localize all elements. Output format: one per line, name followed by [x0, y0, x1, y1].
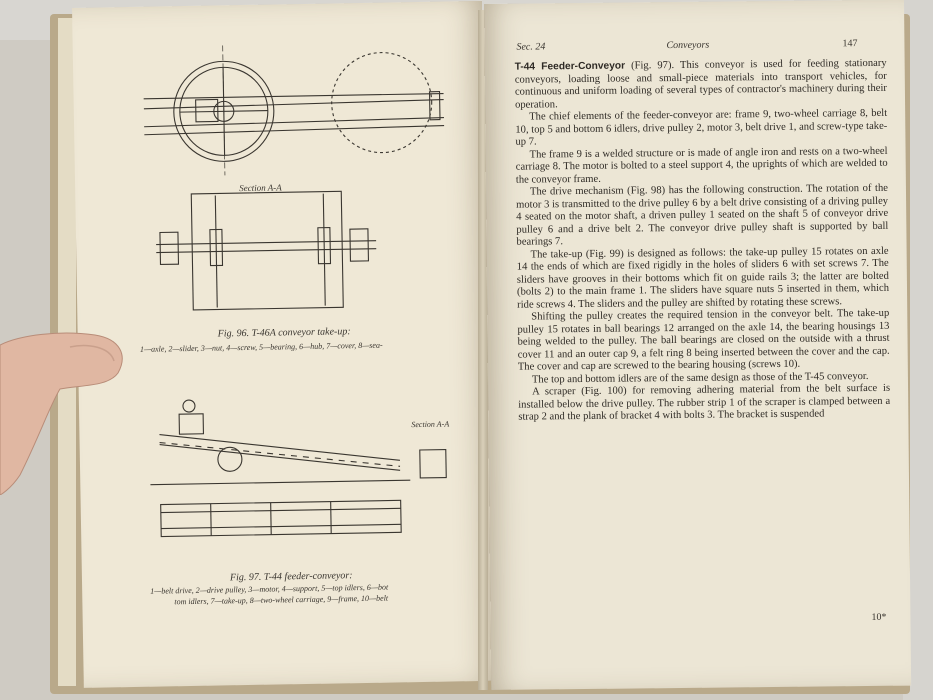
- footer-mark: 10*: [871, 611, 887, 623]
- paragraph-4: The drive mechanism (Fig. 98) has the following construction. The rotation of the motor 3 is transmitted to the drive pulley 6 by a belt drive consisting of a driving pulley 4 seated on the motor shaft, a driven pulley 1 seated on the shaft 5 of conveyor drive pulley 6 and a drive belt 2. The conveyor drive pulley shaft is supported by ball bearings 7.: [516, 182, 889, 248]
- fig96-drawing: [143, 41, 468, 317]
- body-text: [515, 58, 891, 424]
- fig97-section-label: Section A-A: [411, 419, 450, 430]
- paragraph-7: The top and bottom idlers are of the same design as those of the T-45 conveyor.: [531, 370, 869, 386]
- paragraph-6: Shifting the pulley creates the required tension in the conveyor belt. The take-up pulley 15 rotates in ball bearings 12 arranged on the axle 14, the bearing housings 13 being welded to the pulley. The ball bearings are closed on the outside with a thrust cover 11 and an outer cap 9, a felt ring 8 being inserted between the cover and the cap. The cover and cap are screwed to the bearing housing (screws 10).: [517, 307, 890, 373]
- paragraph-3: The frame 9 is a welded structure or is made of angle iron and rests on a two-wheel carriage 8. The motor is bolted to a steel support 4, the uprights of which are welded to the conveyor frame.: [515, 145, 888, 186]
- hand-thumb: [0, 325, 130, 495]
- paragraph-1-text: (Fig. 97). This conveyor is used for feeding stationary conveyors, loading loose and small-piece materials into transport vehicles, for continuous and uniform loading of several types of contractor's machinery during their operation.: [514, 57, 887, 111]
- running-head-title: Conveyors: [666, 39, 710, 52]
- section-heading: T-44 Feeder-Conveyor: [514, 60, 626, 73]
- paragraph-5: The take-up (Fig. 99) is designed as follows: the take-up pulley 15 rotates on axle 14 the ends of which are fixed rigidly in the holes of sliders 6 with set screws 7. The sliders have grooves in their bottoms which fit on guide rails 3; the latter are bolted (bolts 2) to the main frame 1. The sliders have square nuts 5 inserted in them, which ride screws 4. The sliders and the pulley are shifted by rotating these screws.: [516, 245, 890, 311]
- fig96-caption: Fig. 96. T-46A conveyor take-up:: [217, 326, 351, 340]
- fig97-caption: Fig. 97. T-44 feeder-conveyor:: [229, 570, 353, 584]
- fig97-drawing: [149, 389, 482, 565]
- fig97-legend-line1: 1—belt drive, 2—drive pulley, 3—motor, 4—support, 5—top idlers, 6—bot: [150, 582, 389, 596]
- fig96-legend: 1—axle, 2—slider, 3—nut, 4—screw, 5—bearing, 6—hub, 7—cover, 8—sea-: [139, 340, 383, 354]
- left-page: [72, 1, 494, 688]
- page-number: 147: [842, 38, 858, 50]
- paragraph-8: A scraper (Fig. 100) for removing adhering material from the belt surface is installed below the drive pulley. The rubber strip 1 of the scraper is clamped between a strap 2 and the plank of bracket 4 with bolts 3. The bracket is suspended: [518, 382, 891, 423]
- right-page: [484, 0, 911, 690]
- paragraph-2: The chief elements of the feeder-conveyor are: frame 9, two-wheel carriage 8, belt 10, top 5 and bottom 6 idlers, drive pulley 2, motor 3, belt drive 1, and screw-type take-up 7.: [515, 107, 888, 148]
- fig96-section-label: Section A-A: [239, 182, 282, 194]
- fig97-legend-line2: tom idlers, 7—take-up, 8—two-wheel carriage, 9—frame, 10—belt: [174, 593, 389, 607]
- running-head-section: Sec. 24: [516, 41, 546, 53]
- paragraph-1: [515, 58, 888, 112]
